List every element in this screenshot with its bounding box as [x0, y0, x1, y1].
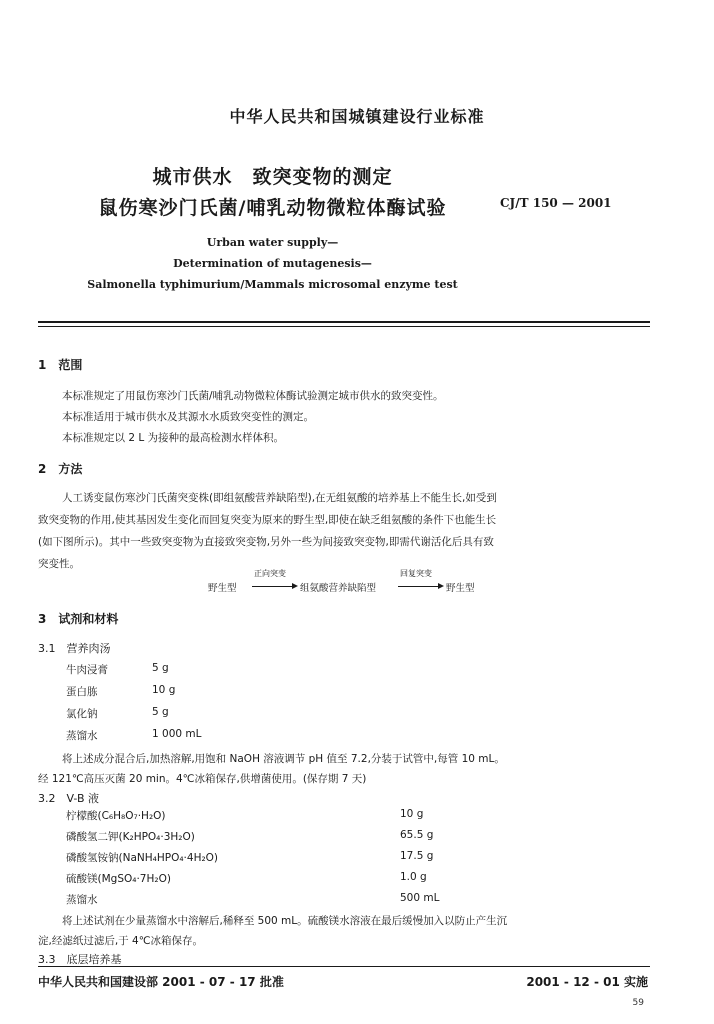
diagram-wild-type-end: 野生型	[446, 583, 475, 594]
section-1-paragraph-2: 本标准适用于城市供水及其源水水质致突变性的测定。	[62, 411, 314, 423]
vb-reagent-name: 硫酸镁(MgSO₄·7H₂O)	[66, 873, 171, 885]
section-3-2-line-2: 淀,经滤纸过滤后,于 4℃冰箱保存。	[38, 935, 203, 947]
english-title-line-3: Salmonella typhimurium/Mammals microsomal enzyme test	[87, 278, 458, 291]
document-title-line-1: 城市供水 致突变物的测定	[152, 166, 393, 188]
diagram-wild-type-start: 野生型	[208, 583, 237, 594]
header-rule-thick	[38, 321, 650, 323]
vb-reagent-amount: 17.5 g	[400, 850, 434, 862]
broth-ingredient-amount: 5 g	[152, 706, 169, 718]
section-3-1-line-2: 经 121℃高压灭菌 20 min。4℃冰箱保存,供增菌使用。(保存期 7 天)	[38, 773, 367, 785]
vb-reagent-amount: 1.0 g	[400, 871, 427, 883]
section-3-heading: 3 试剂和材料	[38, 612, 119, 626]
approval-date: 中华人民共和国建设部 2001 - 07 - 17 批准	[38, 975, 284, 989]
section-3-2-heading: 3.2 V-B 液	[38, 792, 99, 805]
vb-reagent-amount: 65.5 g	[400, 829, 434, 841]
footer-rule	[38, 966, 650, 967]
diagram-forward-mutation-label: 正向突变	[254, 569, 286, 578]
section-1-paragraph-3: 本标准规定以 2 L 为接种的最高检测水样体积。	[62, 432, 285, 444]
standard-number: CJ/T 150 — 2001	[500, 196, 612, 210]
issuing-body-heading: 中华人民共和国城镇建设行业标准	[229, 107, 485, 126]
broth-ingredient-amount: 10 g	[152, 684, 176, 696]
vb-reagent-name: 磷酸氢二钾(K₂HPO₄·3H₂O)	[66, 831, 195, 843]
english-title-line-1: Urban water supply—	[206, 236, 339, 249]
broth-ingredient-amount: 1 000 mL	[152, 728, 202, 740]
diagram-reverse-arrow	[398, 586, 438, 587]
diagram-auxotroph: 组氨酸营养缺陷型	[300, 583, 377, 594]
section-1-heading: 1 范围	[38, 358, 83, 372]
section-2-heading: 2 方法	[38, 462, 83, 476]
broth-ingredient-name: 蒸馏水	[66, 730, 98, 742]
vb-reagent-amount: 10 g	[400, 808, 424, 820]
section-3-1-heading: 3.1 营养肉汤	[38, 642, 111, 655]
english-title-line-2: Determination of mutagenesis—	[173, 257, 372, 270]
section-2-line-4: 突变性。	[38, 558, 80, 570]
section-2-line-1: 人工诱变鼠伤寒沙门氏菌突变株(即组氨酸营养缺陷型),在无组氨酸的培养基上不能生长,如受到	[62, 492, 497, 504]
page-number: 59	[632, 998, 644, 1008]
diagram-reverse-mutation-label: 回复突变	[400, 569, 432, 578]
broth-ingredient-amount: 5 g	[152, 662, 169, 674]
header-rule-thin	[38, 326, 650, 327]
diagram-forward-arrow	[252, 586, 292, 587]
vb-reagent-name: 磷酸氢铵钠(NaNH₄HPO₄·4H₂O)	[66, 852, 219, 864]
diagram-forward-arrow-head	[292, 583, 298, 589]
section-3-2-line-1: 将上述试剂在少量蒸馏水中溶解后,稀释至 500 mL。硫酸镁水溶液在最后缓慢加入以防止产生沉	[62, 915, 508, 927]
section-2-line-2: 致突变物的作用,使其基因发生变化而回复突变为原来的野生型,即使在缺乏组氨酸的条件下也能生长	[38, 514, 497, 526]
document-title-line-2: 鼠伤寒沙门氏菌/哺乳动物微粒体酶试验	[98, 197, 447, 219]
vb-reagent-name: 蒸馏水	[66, 894, 98, 906]
broth-ingredient-name: 蛋白胨	[66, 686, 98, 698]
section-3-3-heading: 3.3 底层培养基	[38, 953, 122, 966]
section-1-paragraph-1: 本标准规定了用鼠伤寒沙门氏菌/哺乳动物微粒体酶试验测定城市供水的致突变性。	[62, 390, 444, 402]
vb-reagent-amount: 500 mL	[400, 892, 440, 904]
broth-ingredient-name: 牛肉浸膏	[66, 664, 108, 676]
section-2-line-3: (如下图所示)。其中一些致突变物为直接致突变物,另外一些为间接致突变物,即需代谢活化后具有致	[38, 536, 494, 548]
vb-reagent-name: 柠檬酸(C₆H₈O₇·H₂O)	[66, 810, 166, 822]
broth-ingredient-name: 氯化钠	[66, 708, 98, 720]
implementation-date: 2001 - 12 - 01 实施	[526, 975, 648, 989]
diagram-reverse-arrow-head	[438, 583, 444, 589]
section-3-1-line-1: 将上述成分混合后,加热溶解,用饱和 NaOH 溶液调节 pH 值至 7.2,分装于试管中,每管 10 mL。	[62, 753, 505, 765]
